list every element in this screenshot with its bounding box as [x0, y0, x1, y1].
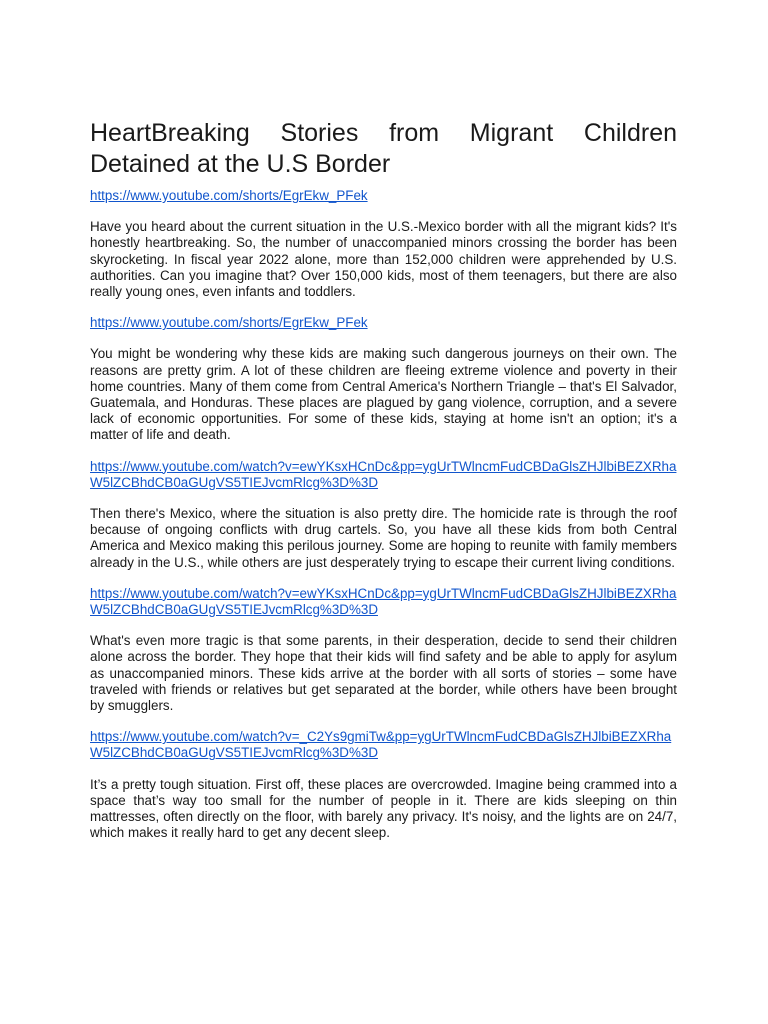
paragraph: What's even more tragic is that some parents, in their desperation, decide to send their children alone across the border. They hope that their kids will find safety and be able to apply for asylum as unaccompanied minors. These kids arrive at the border with all sorts of stories – some have traveled with friends or relatives but get separated at the border, while others have been brought by smugglers. — [90, 633, 677, 714]
youtube-link[interactable]: https://www.youtube.com/watch?v=ewYKsxHCnDc&pp=ygUrTWlncmFudCBDaGlsZHJlbiBEZXRhaW5lZCBhdCB0aGUgVS5TIEJvcmRlcg%3D%3D — [90, 585, 677, 618]
document-page — [90, 118, 677, 842]
title-line-2: Detained at the U.S Border — [90, 150, 391, 178]
youtube-link[interactable]: https://www.youtube.com/watch?v=ewYKsxHCnDc&pp=ygUrTWlncmFudCBDaGlsZHJlbiBEZXRhaW5lZCBhdCB0aGUgVS5TIEJvcmRlcg%3D%3D — [90, 458, 677, 490]
title-line-1: HeartBreaking Stories from Migrant Children — [90, 119, 677, 147]
paragraph: It’s a pretty tough situation. First off, these places are overcrowded. Imagine being crammed into a space that’s way too small for the number of people in it. There are kids sleeping on thin mattresses, often directly on the floor, with barely any privacy. It's noisy, and the lights are on 24/7, which makes it really hard to get any decent sleep. — [90, 776, 677, 841]
paragraph: Then there's Mexico, where the situation is also pretty dire. The homicide rate is through the roof because of ongoing conflicts with drug cartels. So, you have all these kids from both Central America and Mexico making this perilous journey. Some are hoping to reunite with family members already in the U.S., while others are just desperately trying to escape their current living conditions. — [90, 506, 677, 570]
document-title — [90, 118, 677, 180]
youtube-link[interactable]: https://www.youtube.com/shorts/EgrEkw_PFek — [90, 188, 368, 203]
paragraph: You might be wondering why these kids are making such dangerous journeys on their own. The reasons are pretty grim. A lot of these children are fleeing extreme violence and poverty in their home countries. Many of them come from Central America's Northern Triangle – that's El Salvador, Guatemala, and Honduras. These places are plagued by gang violence, corruption, and a severe lack of economic opportunities. For some of these kids, staying at home isn't an option; it's a matter of life and death. — [90, 346, 677, 443]
paragraph: Have you heard about the current situation in the U.S.-Mexico border with all the migrant kids? It's honestly heartbreaking. So, the number of unaccompanied minors crossing the border has been skyrocketing. In fiscal year 2022 alone, more than 152,000 children were apprehended by U.S. authorities. Can you imagine that? Over 150,000 kids, most of them teenagers, but there are also really young ones, even infants and toddlers. — [90, 219, 677, 300]
youtube-link[interactable]: https://www.youtube.com/shorts/EgrEkw_PFek — [90, 315, 368, 331]
youtube-link[interactable]: https://www.youtube.com/watch?v=_C2Ys9gmiTw&pp=ygUrTWlncmFudCBDaGlsZHJlbiBEZXRhaW5lZCBhdCB0aGUgVS5TIEJvcmRlcg%3D%3D — [90, 729, 672, 761]
